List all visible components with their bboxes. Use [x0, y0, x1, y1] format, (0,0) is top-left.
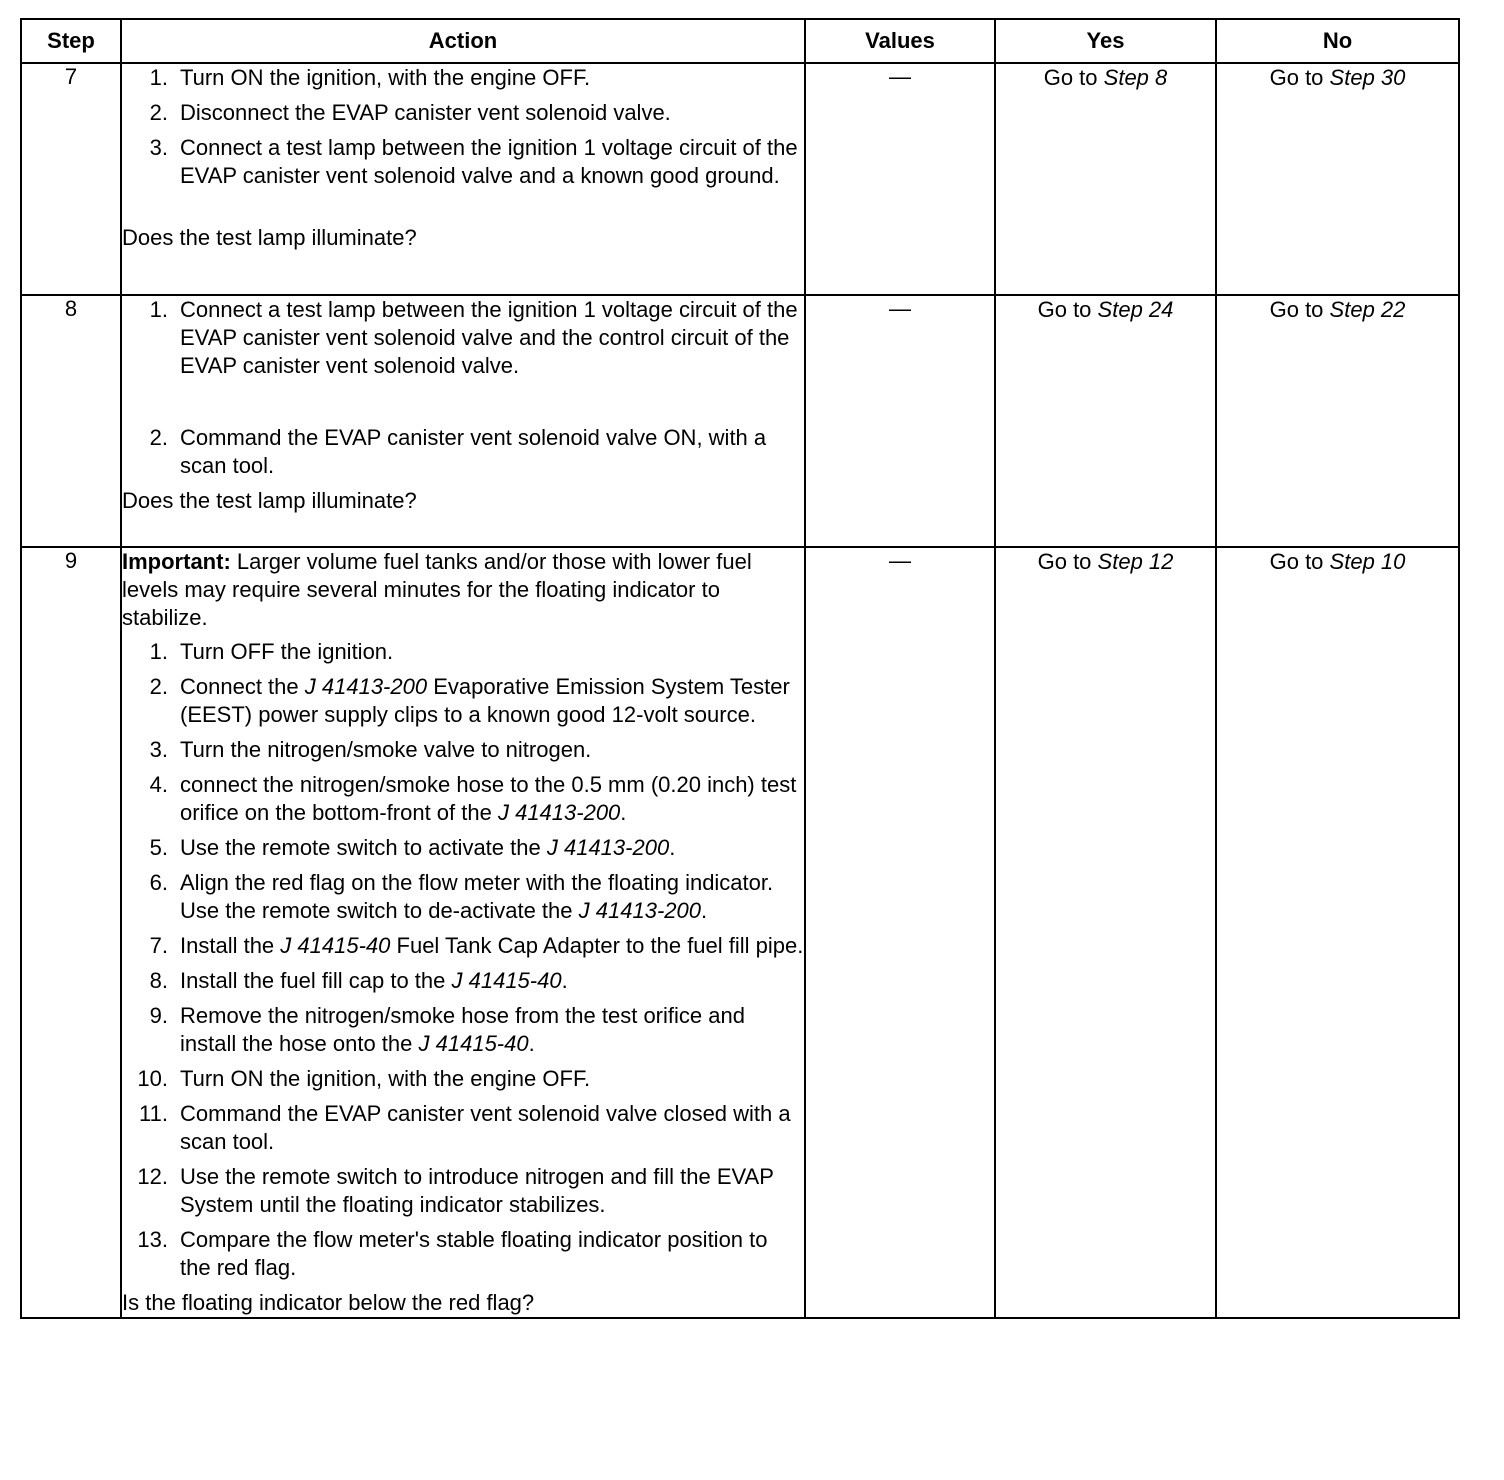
action-cell	[121, 547, 805, 1318]
list-item: 3. Turn the nitrogen/smoke valve to nitrogen.	[149, 737, 592, 762]
list-item: 12. Use the remote switch to introduce nitrogen and fill the EVAP System until the floating indicator stabilizes.	[137, 1164, 774, 1217]
table-row-step-7	[21, 63, 1459, 295]
header-action: Action	[121, 19, 805, 63]
header-yes: Yes	[995, 19, 1216, 63]
list-item: 3. Connect a test lamp between the ignition 1 voltage circuit of the EVAP canister vent solenoid valve and a known good ground.	[149, 135, 798, 188]
step-number: 8	[21, 295, 121, 547]
step-list	[122, 296, 804, 480]
list-item: 10. Turn ON the ignition, with the engine OFF.	[137, 1066, 591, 1091]
question-text: Does the test lamp illuminate?	[122, 225, 417, 250]
step-list	[122, 64, 804, 190]
step-number: 9	[21, 547, 121, 1318]
no-cell	[1216, 547, 1459, 1318]
list-item: 6. Align the red flag on the flow meter with the floating indicator. Use the remote switch to de-activate the J 41413-200.	[149, 870, 774, 923]
values-cell: —	[805, 63, 995, 295]
yes-cell	[995, 547, 1216, 1318]
table-row-step-9	[21, 547, 1459, 1318]
values-cell: —	[805, 295, 995, 547]
yes-goto-link[interactable]: Go to Step 12	[1037, 549, 1174, 574]
question-text: Does the test lamp illuminate?	[122, 488, 417, 513]
list-item: 5. Use the remote switch to activate the J 41413-200.	[149, 835, 676, 860]
no-goto-link[interactable]: Go to Step 22	[1269, 297, 1406, 322]
action-cell	[121, 63, 805, 295]
yes-cell	[995, 63, 1216, 295]
list-item: 2. Disconnect the EVAP canister vent solenoid valve.	[149, 100, 671, 125]
no-goto-link[interactable]: Go to Step 30	[1269, 65, 1406, 90]
yes-goto-link[interactable]: Go to Step 8	[1043, 65, 1168, 90]
table-row-step-8	[21, 295, 1459, 547]
header-values: Values	[805, 19, 995, 63]
important-note: Important: Larger volume fuel tanks and/or those with lower fuel levels may require several minutes for the floating indicator to stabilize.	[122, 549, 752, 630]
header-no: No	[1216, 19, 1459, 63]
list-item: 4. connect the nitrogen/smoke hose to the 0.5 mm (0.20 inch) test orifice on the bottom-front of the J 41413-200.	[149, 772, 797, 825]
no-goto-link[interactable]: Go to Step 10	[1269, 549, 1406, 574]
list-item: 8. Install the fuel fill cap to the J 41415-40.	[149, 968, 568, 993]
yes-cell	[995, 295, 1216, 547]
list-item: 1. Turn ON the ignition, with the engine OFF.	[149, 65, 591, 90]
no-cell	[1216, 63, 1459, 295]
list-item: 1. Turn OFF the ignition.	[149, 639, 394, 664]
no-cell	[1216, 295, 1459, 547]
diagnostic-table	[20, 18, 1460, 1319]
header-step: Step	[21, 19, 121, 63]
list-item: 2. Connect the J 41413-200 Evaporative Emission System Tester (EEST) power supply clips to a known good 12-volt source.	[149, 674, 790, 727]
header-row	[21, 19, 1459, 63]
list-item: 7. Install the J 41415-40 Fuel Tank Cap Adapter to the fuel fill pipe.	[149, 933, 804, 958]
list-item: 9. Remove the nitrogen/smoke hose from the test orifice and install the hose onto the J 41415-40.	[149, 1003, 745, 1056]
step-list	[122, 638, 804, 1282]
yes-goto-link[interactable]: Go to Step 24	[1037, 297, 1174, 322]
step-number: 7	[21, 63, 121, 295]
question-text: Is the floating indicator below the red flag?	[122, 1290, 535, 1315]
values-cell: —	[805, 547, 995, 1318]
action-cell	[121, 295, 805, 547]
list-item: 11. Command the EVAP canister vent solenoid valve closed with a scan tool.	[139, 1101, 791, 1154]
list-item: 1. Connect a test lamp between the ignition 1 voltage circuit of the EVAP canister vent solenoid valve and the control circuit of the EVAP canister vent solenoid valve.	[149, 297, 798, 378]
list-item: 2. Command the EVAP canister vent solenoid valve ON, with a scan tool.	[149, 425, 767, 478]
list-item: 13. Compare the flow meter's stable floating indicator position to the red flag.	[137, 1227, 768, 1280]
